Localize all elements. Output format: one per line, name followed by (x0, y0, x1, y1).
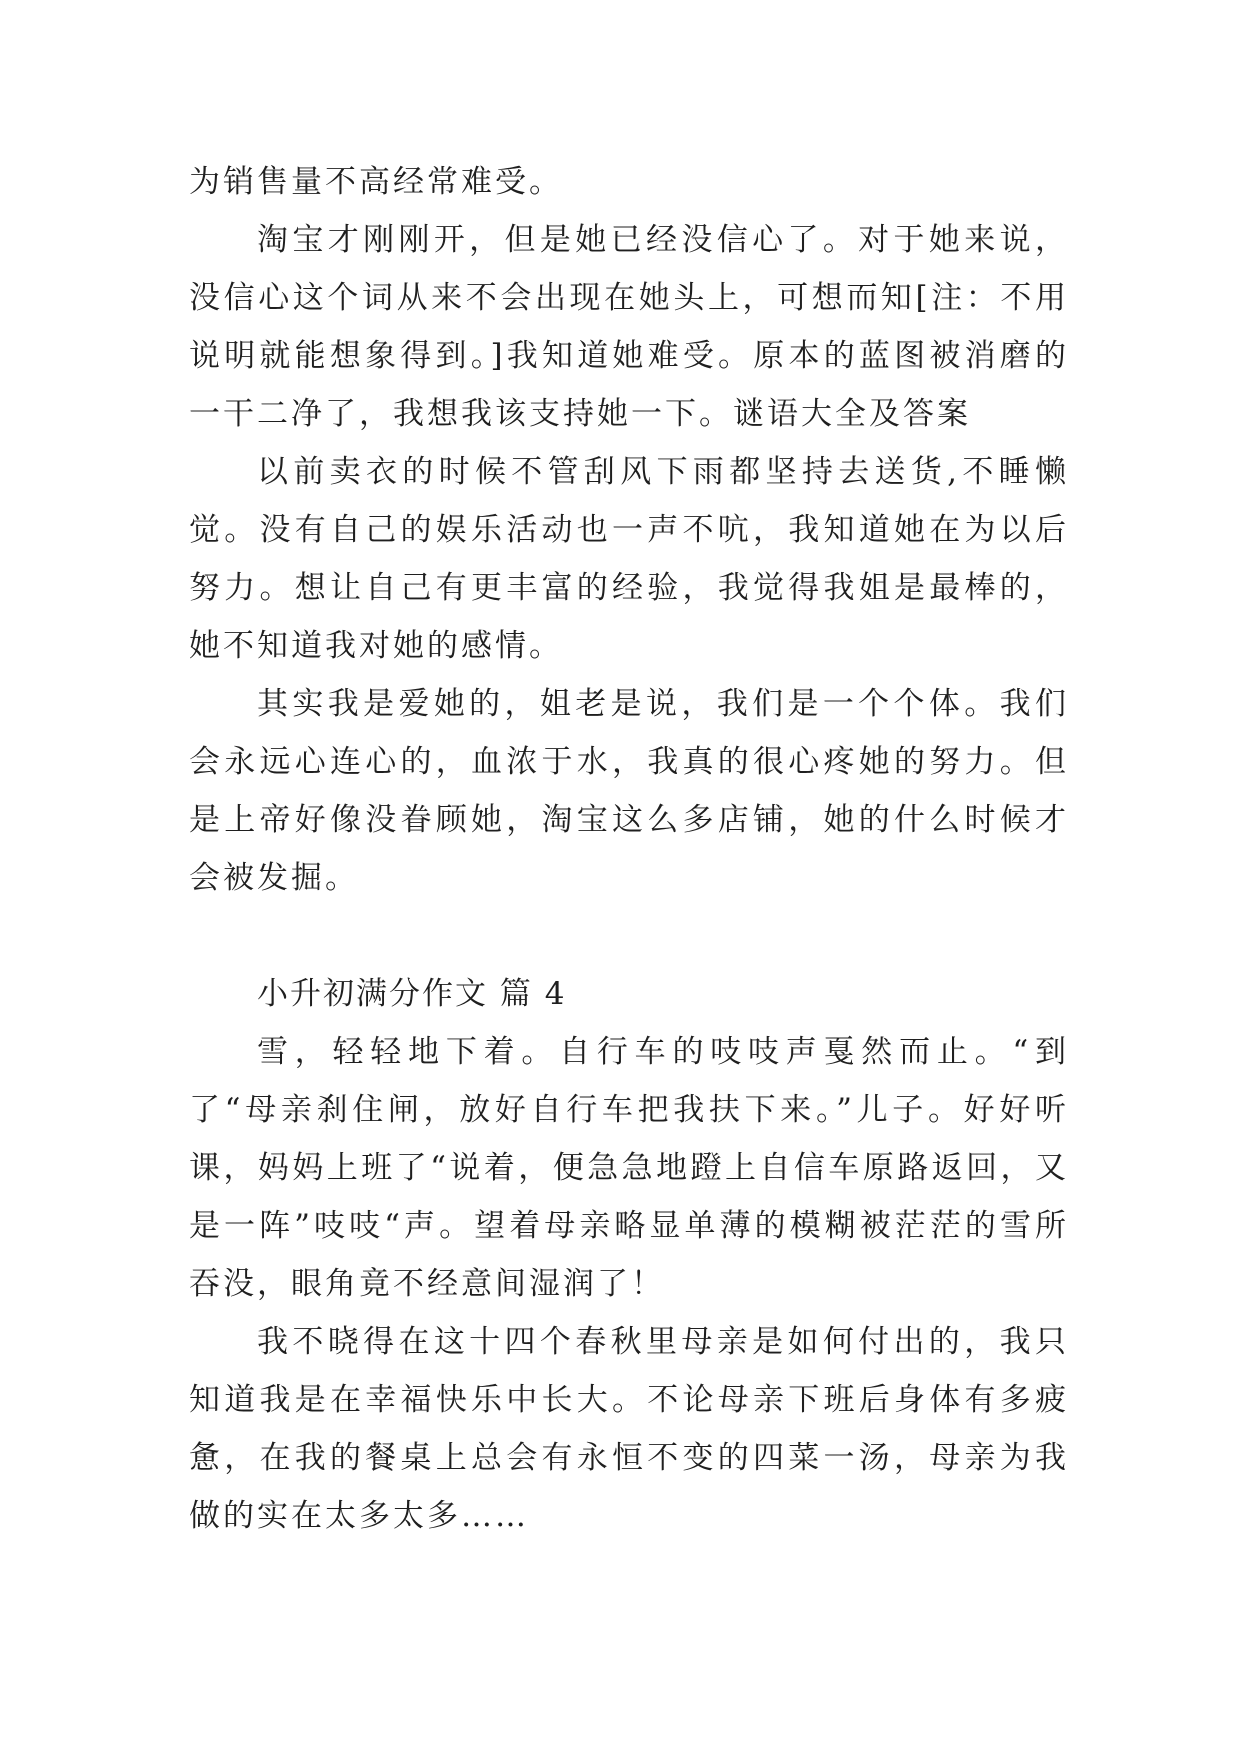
paragraph-selling-clothes: 以前卖衣的时候不管刮风下雨都坚持去送货,不睡懒觉。没有自己的娱乐活动也一声不吭，我知道她在为以后努力。想让自己有更丰富的经验，我觉得我姐是最棒的，她不知道我对她的感情。 (189, 454, 1069, 664)
paragraph-continuation: 为销售量不高经常难受。 (189, 164, 563, 200)
document-body (189, 153, 1069, 1545)
paragraph-snow: 雪，轻轻地下着。自行车的吱吱声戛然而止。“到了“母亲刹住闸，放好自行车把我扶下来。”儿子。好好听课，妈妈上班了“说着，便急急地蹬上自信车原路返回，又是一阵”吱吱“声。望着母亲略显单薄的模糊被茫茫的雪所吞没，眼角竟不经意间湿润了！ (189, 1034, 1069, 1302)
section-spacer (189, 907, 1069, 965)
section-heading: 小升初满分作文 篇 4 (257, 976, 567, 1012)
paragraph-taobao-start: 淘宝才刚刚开，但是她已经没信心了。对于她来说，没信心这个词从来不会出现在她头上，可想而知[注：不用说明就能想象得到。]我知道她难受。原本的蓝图被消磨的一干二净了，我想我该支持她一下。谜语大全及答案 (189, 222, 1069, 432)
paragraph-mother: 我不晓得在这十四个春秋里母亲是如何付出的，我只知道我是在幸福快乐中长大。不论母亲下班后身体有多疲惫，在我的餐桌上总会有永恒不变的四菜一汤，母亲为我做的实在太多太多…… (189, 1324, 1069, 1534)
paragraph-love-sister: 其实我是爱她的，姐老是说，我们是一个个体。我们会永远心连心的，血浓于水，我真的很心疼她的努力。但是上帝好像没眷顾她，淘宝这么多店铺，她的什么时候才会被发掘。 (189, 686, 1069, 896)
